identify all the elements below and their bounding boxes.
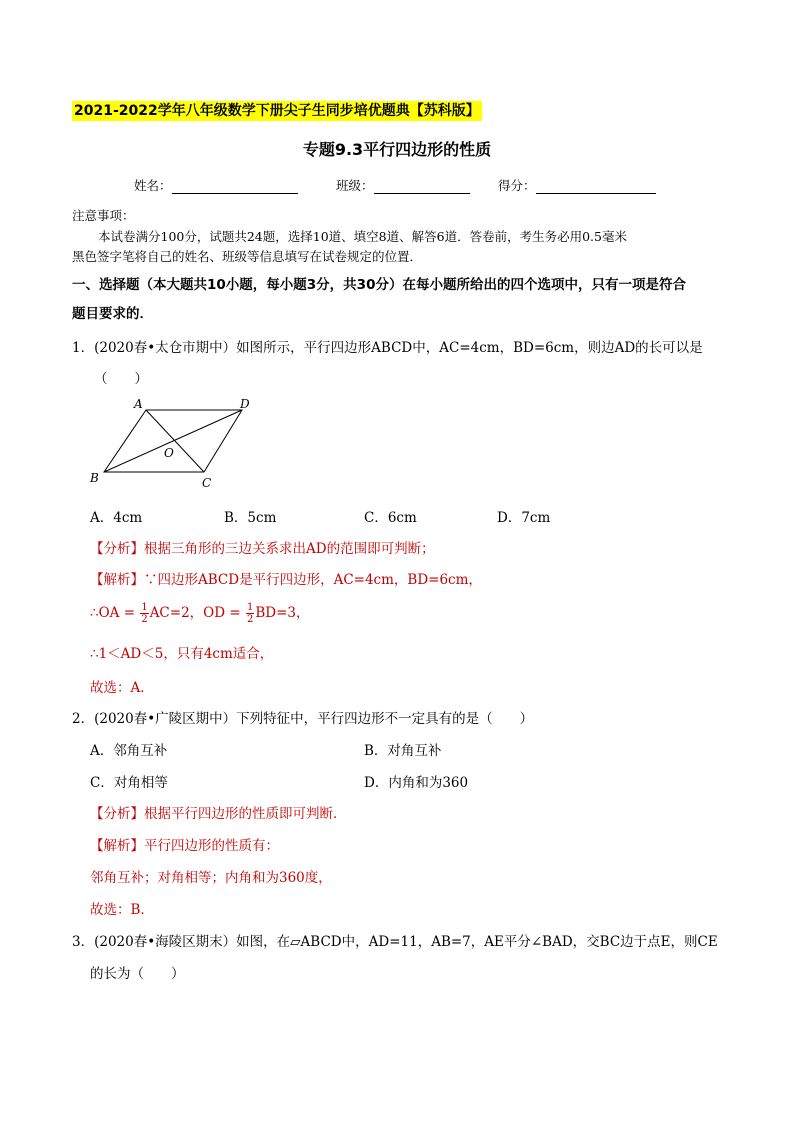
fraction-num: 1 (141, 602, 148, 613)
q2-answer: 故选：B． (90, 902, 154, 918)
q2-option-b: B．对角互补 (364, 743, 442, 759)
q2-analysis: 【分析】根据平行四边形的性质即可判断． (90, 806, 347, 822)
q3-stem-line-1: 3．(2020春•海陵区期末）如图，在▱ABCD中，AD=11，AB=7，AE平分∠BAD，交BC边于点E，则CE (72, 934, 718, 950)
q1-step-1 (90, 598, 310, 628)
label-b: B (90, 471, 99, 485)
label-o: O (164, 446, 174, 460)
name-field (134, 176, 298, 194)
q1-step-2: ∴1＜AD＜5，只有4cm适合， (90, 646, 274, 662)
page-title: 专题9.3平行四边形的性质 (302, 140, 492, 159)
fraction-den: 2 (141, 614, 148, 625)
section-heading-line-2: 题目要求的． (72, 306, 153, 322)
q1-step-1-part-c: BD=3， (255, 605, 310, 621)
q2-option-a: A．邻角互补 (90, 743, 168, 759)
fraction-den: 2 (246, 614, 254, 625)
score-field (498, 176, 656, 194)
class-field (336, 176, 470, 194)
q1-option-d: D．7cm (497, 510, 551, 526)
name-label: 姓名： (134, 178, 172, 193)
label-d: D (240, 397, 250, 411)
q1-blank: （ ） (94, 371, 148, 387)
q2-option-c: C．对角相等 (90, 775, 168, 791)
label-a: A (134, 397, 143, 411)
diagonal-ac (146, 410, 204, 472)
fraction-num: 1 (246, 602, 254, 613)
q2-solution: 【解析】平行四边形的性质有： (90, 838, 279, 854)
series-banner: 2021-2022学年八年级数学下册尖子生同步培优题典【苏科版】 (74, 103, 480, 119)
class-label: 班级： (336, 178, 374, 193)
notice-line-1: 本试卷满分100分，试题共24题，选择10道、填空8道、解答6道．答卷前，考生务必用0.5毫米 (98, 229, 627, 244)
q1-option-c: C．6cm (364, 510, 417, 526)
q1-step-1-part-b: AC=2，OD = (149, 605, 241, 621)
q1-answer: 故选：A． (90, 680, 154, 696)
fraction-half-1 (140, 602, 148, 625)
q2-option-d: D．内角和为360 (364, 775, 469, 791)
q1-solution: 【解析】∵四边形ABCD是平行四边形，AC=4cm，BD=6cm， (90, 572, 482, 588)
q2-stem: 2．(2020春•广陵区期中）下列特征中，平行四边形不一定具有的是（ ） (72, 711, 534, 727)
q1-stem: 1．(2020春•太仓市期中）如图所示，平行四边形ABCD中，AC=4cm，BD=6cm，则边AD的长可以是 (72, 340, 703, 356)
score-line (536, 180, 656, 194)
q2-props: 邻角互补；对角相等；内角和为360度， (90, 870, 332, 886)
parallelogram-figure (84, 394, 264, 494)
fraction-half-2 (246, 602, 254, 625)
q1-analysis: 【分析】根据三角形的三边关系求出AD的范围即可判断； (90, 541, 435, 557)
q1-option-b: B．5cm (224, 510, 277, 526)
q3-stem-line-2: 的长为（ ） (90, 966, 185, 982)
q1-option-a: A．4cm (90, 510, 143, 526)
notice-heading: 注意事项： (72, 208, 135, 223)
q1-step-1-part-a: ∴OA = (90, 605, 136, 621)
score-label: 得分： (498, 178, 536, 193)
class-line (374, 180, 470, 194)
section-heading-line-1: 一、选择题（本大题共10小题，每小题3分，共30分）在每小题所给出的四个选项中，只有一项是符合 (72, 277, 686, 293)
notice-line-2: 黑色签字笔将自己的姓名、班级等信息填写在试卷规定的位置． (72, 249, 423, 264)
label-c: C (202, 476, 212, 490)
name-line (172, 180, 298, 194)
